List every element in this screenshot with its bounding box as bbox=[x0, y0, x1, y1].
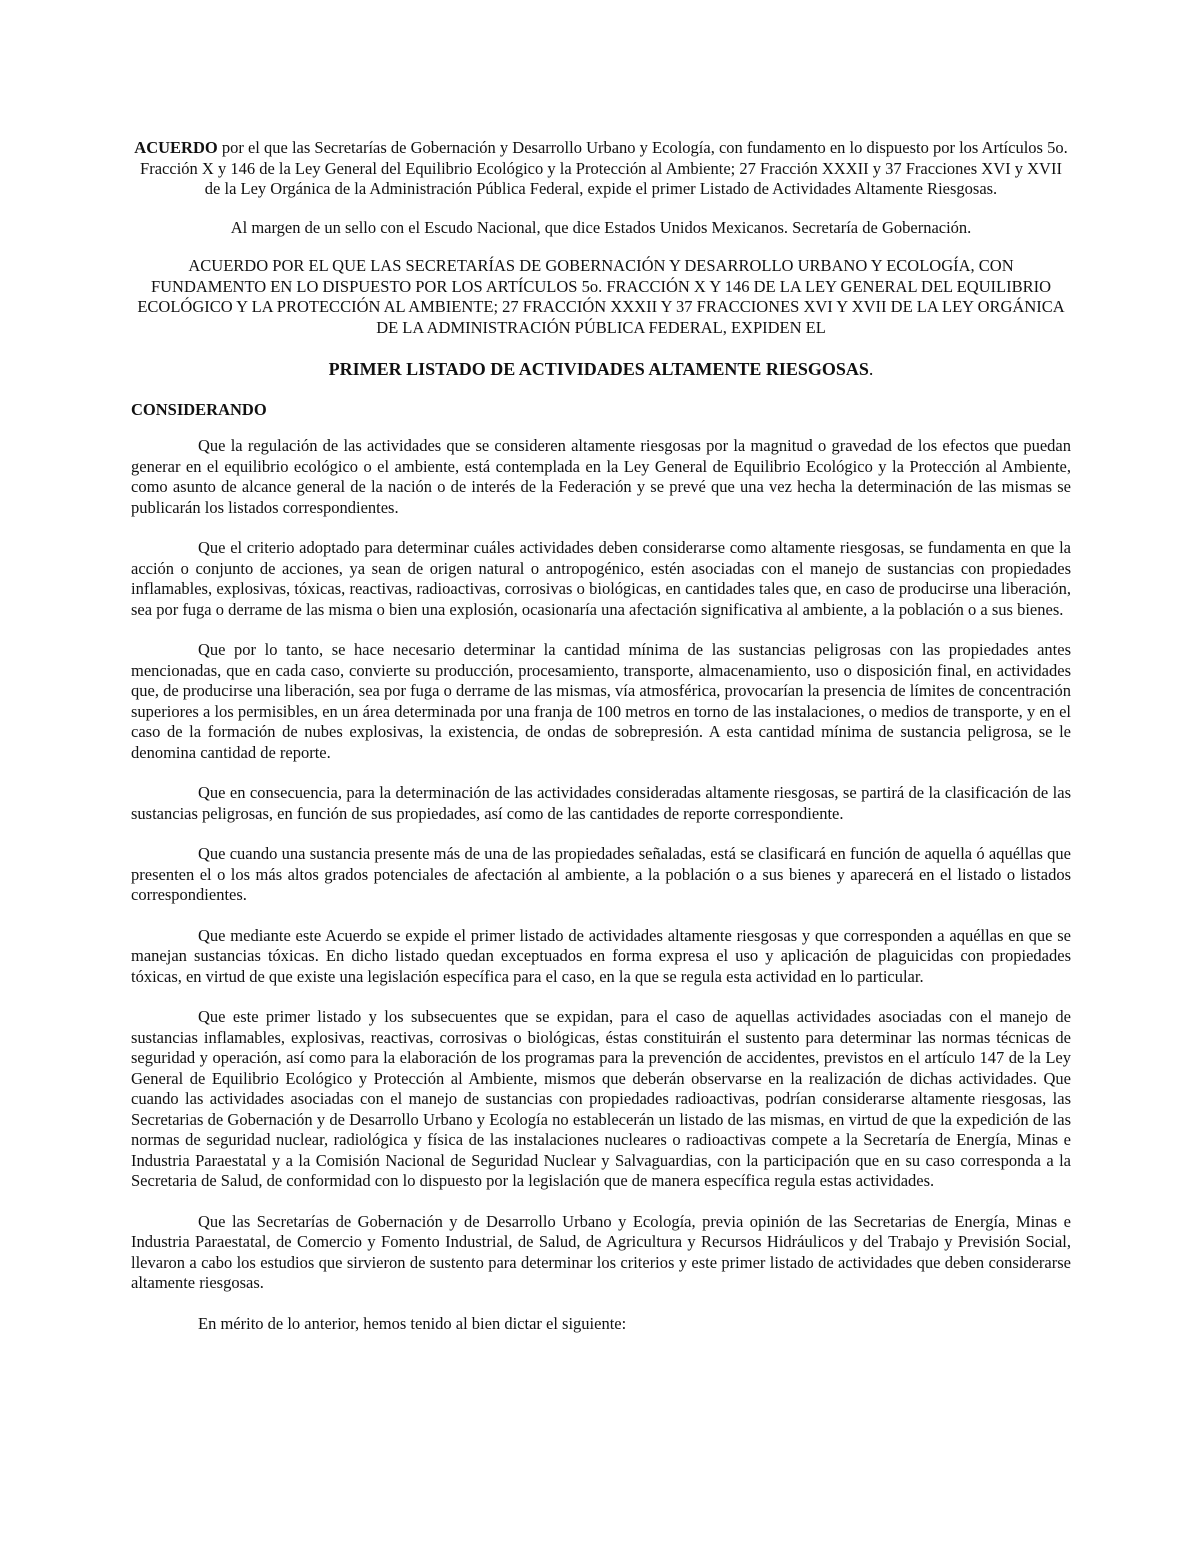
intro-paragraph bbox=[131, 138, 1071, 200]
paragraph: Que en consecuencia, para la determinación de las actividades consideradas altamente riesgosas, se partirá de la clasificación de las sustancias peligrosas, en función de sus propiedades, así como de las cantidades de reporte correspondiente. bbox=[131, 783, 1071, 823]
paragraph: Que cuando una sustancia presente más de una de las propiedades señaladas, está se clasificará en función de aquella ó aquéllas que presenten el o los más altos grados potenciales de afectación al ambiente, a la población o a sus bienes y aparecerá en el listado o listados correspondientes. bbox=[131, 844, 1071, 904]
main-title-period: . bbox=[868, 359, 874, 379]
document-page bbox=[131, 138, 1071, 1334]
paragraph: Que las Secretarías de Gobernación y de Desarrollo Urbano y Ecología, previa opinión de las Secretarias de Energía, Minas e Industria Paraestatal, de Comercio y Fomento Industrial, de Salud, de Agricultura y Recursos Hidráulicos y del Trabajo y Previsión Social, llevaron a cabo los estudios que sirvieron de sustento para determinar los criterios y este primer listado de actividades que deben considerarse altamente riesgosas. bbox=[131, 1211, 1071, 1292]
paragraph: Que por lo tanto, se hace necesario determinar la cantidad mínima de las sustancias peligrosas con las propiedades antes mencionadas, que en cada caso, convierte su producción, procesamiento, transporte, almacenamiento, uso o disposición final, en actividades que, de producirse una liberación, sea por fuga o derrame de las mismas, vía atmosférica, provocarían la presencia de límites de concentración superiores a los permisibles, en un área determinada por una franja de 100 metros en torno de las instalaciones, o medios de transporte, y en el caso de la formación de nubes explosivas, la existencia, de ondas de sobrepresión. A esta cantidad mínima de sustancia peligrosa, se le denomina cantidad de reporte. bbox=[131, 640, 1071, 762]
intro-lead-bold: ACUERDO bbox=[134, 138, 218, 157]
closing-line: En mérito de lo anterior, hemos tenido al bien dictar el siguiente: bbox=[198, 1313, 627, 1333]
paragraph: Que el criterio adoptado para determinar cuáles actividades deben considerarse como altamente riesgosas, se fundamenta en que la acción o conjunto de acciones, ya sean de origen natural o antropogénico, estén asociadas con el manejo de sustancias con propiedades inflamables, explosivas, tóxicas, reactivas, radioactivas, corrosivas o biológicas, en cantidades tales que, en caso de producirse una liberación, sea por fuga o derrame de las misma o bien una explosión, ocasionaría una afectación significativa al ambiente, a la población o a sus bienes. bbox=[131, 538, 1071, 619]
paragraph: Que la regulación de las actividades que se consideren altamente riesgosas por la magnitud o gravedad de los efectos que puedan generar en el equilibrio ecológico o el ambiente, está contemplada en la Ley General de Equilibrio Ecológico y la Protección al Ambiente, como asunto de alcance general de la nación o de interés de la Federación y se prevé que una vez hecha la determinación de las mismas se publicarán los listados correspondientes. bbox=[131, 436, 1071, 517]
intro-lead-text: por el que las Secretarías de Gobernación y Desarrollo Urbano y Ecología, con fundamento en lo dispuesto por los Artículos 5o. Fracción X y 146 de la Ley General del Equilibrio Ecológico y la Protección al Ambiente; 27 Fracción XXXII y 37 Fracciones XVI y XVII de la Ley Orgánica de la Administración Pública Federal, expide el primer Listado de Actividades Altamente Riesgosas. bbox=[140, 138, 1068, 198]
section-heading: CONSIDERANDO bbox=[131, 400, 267, 419]
margin-note: Al margen de un sello con el Escudo Nacional, que dice Estados Unidos Mexicanos. Secretaría de Gobernación. bbox=[230, 217, 972, 237]
caps-heading: ACUERDO POR EL QUE LAS SECRETARÍAS DE GOBERNACIÓN Y DESARROLLO URBANO Y ECOLOGÍA, CON FUNDAMENTO EN LO DISPUESTO POR LOS ARTÍCULOS 5o. FRACCIÓN X Y 146 DE LA LEY GENERAL DEL EQUILIBRIO ECOLÓGICO Y LA PROTECCIÓN AL AMBIENTE; 27 FRACCIÓN XXXII Y 37 FRACCIONES XVI Y XVII DE LA LEY ORGÁNICA DE LA ADMINISTRACIÓN PÚBLICA FEDERAL, EXPIDEN EL bbox=[137, 256, 1065, 337]
main-title bbox=[131, 358, 1071, 380]
paragraph: Que mediante este Acuerdo se expide el primer listado de actividades altamente riesgosas y que corresponden a aquéllas en que se manejan sustancias tóxicas. En dicho listado quedan exceptuados en forma expresa el uso y aplicación de plaguicidas con propiedades tóxicas, en virtud de que existe una legislación específica para el caso, en la que se regula esta actividad en lo particular. bbox=[131, 925, 1071, 986]
main-title-text: PRIMER LISTADO DE ACTIVIDADES ALTAMENTE RIESGOSAS bbox=[328, 359, 869, 379]
paragraph: Que este primer listado y los subsecuentes que se expidan, para el caso de aquellas actividades asociadas con el manejo de sustancias inflamables, explosivas, reactivas, corrosivas o biológicas, éstas constituirán el sustento para determinar las normas técnicas de seguridad y operación, así como para la elaboración de los programas para la prevención de accidentes, previstos en el artículo 147 de la Ley General de Equilibrio Ecológico y Protección al Ambiente, mismos que deberán observarse en la realización de dichas actividades. Que cuando las actividades asociadas con el manejo de sustancias con propiedades radioactivas, podrían considerarse altamente riesgosas, las Secretarias de Gobernación y de Desarrollo Urbano y Ecología no establecerán un listado de las mismas, en virtud de que la expedición de las normas de seguridad nuclear, radiológica y física de las instalaciones nucleares o radioactivas compete a la Secretaría de Energía, Minas e Industria Paraestatal y a la Comisión Nacional de Seguridad Nuclear y Salvaguardias, con la participación que en su caso corresponda a la Secretaria de Salud, de conformidad con lo dispuesto por la legislación que de manera específica regula estas actividades. bbox=[131, 1007, 1071, 1190]
